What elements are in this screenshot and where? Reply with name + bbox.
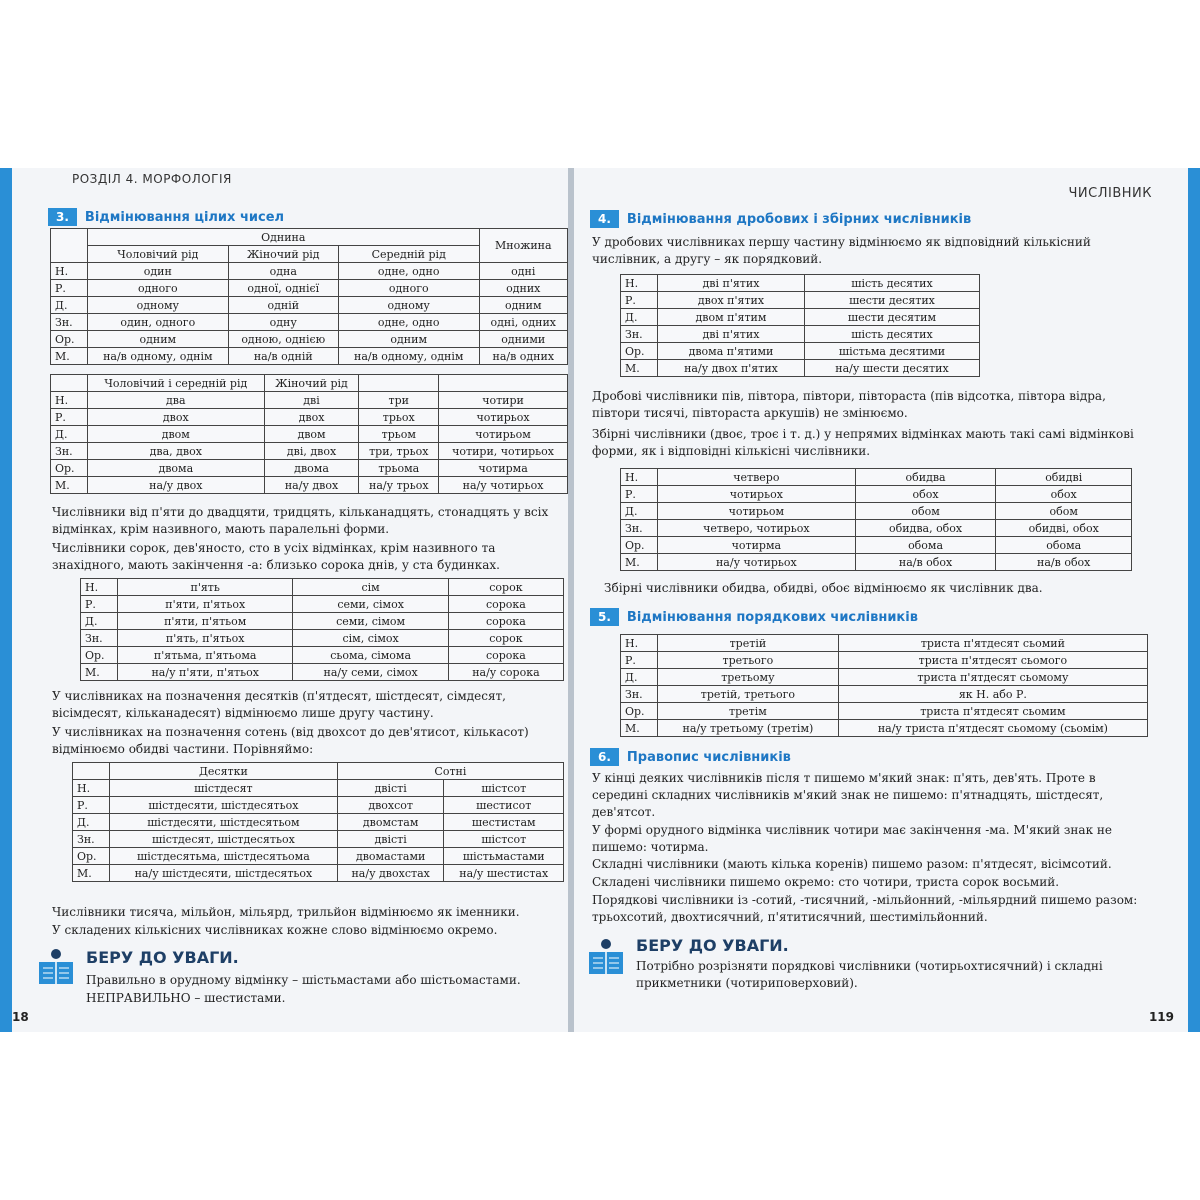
table-cell: триста п'ятдесят сьомим [838,703,1147,720]
table-row [621,652,1148,669]
table-header: Жіночий рід [228,246,338,263]
table-five-seven-forty [80,578,564,681]
case-label: Н. [621,635,658,652]
table-two-four-declension [50,374,568,494]
table-cell: п'ять [118,579,293,596]
table-cell: обидва [855,469,996,486]
table-row [621,469,1132,486]
case-label: М. [621,720,658,737]
table-row [621,669,1148,686]
left-page [12,168,568,1032]
table-row [621,686,1148,703]
table-cell: одного [88,280,229,297]
table-row [621,343,980,360]
table-cell: обома [996,537,1132,554]
case-label: Н. [81,579,118,596]
table-cell: на/у шести десятих [804,360,979,377]
table-cell: двом п'ятим [658,309,805,326]
case-label: Зн. [621,520,658,537]
table-fractions [620,274,980,377]
table-header: Сотні [337,763,563,780]
table-cell: дві п'ятих [658,326,805,343]
table-cell: обох [855,486,996,503]
table-row [621,292,980,309]
table-cell: обох [996,486,1132,503]
table-cell: семи, сімом [293,613,448,630]
paragraph: Порядкові числівники із -сотий, -тисячний, -мільйонний, -мільярдний пишемо разом: трьохсотий, двохтисячний, п'ятитисячний, шестимільйонний. [592,893,1138,924]
case-label: Д. [621,309,658,326]
table-cell: обом [855,503,996,520]
table-cell: одним [479,297,567,314]
note-text: Правильно в орудному відмінку – шістьмастами або шістьомастами. [86,973,521,987]
table-row [73,814,564,831]
table-cell: чотирьох [658,486,856,503]
page-number: 18 [12,1010,29,1024]
paragraph: У формі орудного відмінка числівник чотири має закінчення -ма. М'який знак не пишемо: чотирма. [592,823,1112,854]
table-cell: шість десятих [804,326,979,343]
table-cell: п'яти, п'ятьом [118,613,293,630]
case-label: М. [621,554,658,571]
case-label: М. [81,664,118,681]
table-row [621,486,1132,503]
table-cell: одною, однією [228,331,338,348]
table-row [621,520,1132,537]
table-cell: обидва, обох [855,520,996,537]
table-row [73,780,564,797]
table-cell: чотирьом [439,426,568,443]
table-cell: двохсот [337,797,444,814]
table-cell: трьох [359,409,439,426]
section-5-heading [590,608,918,626]
table-cell: п'яти, п'ятьох [118,596,293,613]
table-cell: на/у третьому (третім) [658,720,839,737]
table-cell: сорока [448,596,563,613]
table-cell: чотири, чотирьох [439,443,568,460]
table-cell: шістсот [444,831,564,848]
table-row [51,297,568,314]
table-cell: шістсот [444,780,564,797]
paragraph: Числівники сорок, дев'яносто, сто в усіх відмінках, крім називного та знахідного, мають закінчення -а: близько сорока днів, у ста будинках. [52,541,500,572]
table-cell: один, одного [88,314,229,331]
table-row [51,392,568,409]
table-cell: одна [228,263,338,280]
table-cell: на/в одному, однім [88,348,229,365]
table-cell: одні [479,263,567,280]
table-cell: третій [658,635,839,652]
table-row [73,848,564,865]
table-cell: на/у двох [88,477,265,494]
table-row [81,630,564,647]
table-cell: шістдесятьма, шістдесятьома [110,848,338,865]
section-3-heading [48,208,284,226]
table-cell: двох [88,409,265,426]
table-cell: шістдесят [110,780,338,797]
table-cell: трьом [359,426,439,443]
table-cell: четверо, чотирьох [658,520,856,537]
table-cell: сьома, сімома [293,647,448,664]
table-ordinals [620,634,1148,737]
table-cell: одним [88,331,229,348]
table-row [621,360,980,377]
case-label: Д. [51,426,88,443]
case-label: Д. [73,814,110,831]
table-cell: сорок [448,579,563,596]
table-cell: триста п'ятдесят сьомий [838,635,1147,652]
case-label: Ор. [73,848,110,865]
table-cell: три, трьох [359,443,439,460]
table-cell: шістдесяти, шістдесятьох [110,797,338,814]
case-label: М. [51,477,88,494]
table-cell: на/у сорока [448,664,563,681]
table-cell: шести десятих [804,292,979,309]
table-row [81,647,564,664]
paragraph: У складених кількісних числівниках кожне слово відмінюємо окремо. [52,923,498,937]
table-cell: на/у чотирьох [658,554,856,571]
paragraph: У числівниках на позначення сотень (від двохсот до дев'ятисот, кількасот) відмінюємо обидві частини. Порівняймо: [52,725,529,756]
table-row [621,326,980,343]
case-label: Зн. [73,831,110,848]
table-row [51,263,568,280]
table-cell: шістдесяти, шістдесятьом [110,814,338,831]
table-row [621,635,1148,652]
table-cell: триста п'ятдесят сьомого [838,652,1147,669]
note-text: Потрібно розрізняти порядкові числівники (чотирьохтисячний) і складні прикметники (чотириповерховий). [636,959,1103,990]
table-cell: одні, одних [479,314,567,331]
case-label: Р. [621,292,658,309]
table-row [81,596,564,613]
table-row [51,443,568,460]
table-collective [620,468,1132,571]
table-cell: одних [479,280,567,297]
table-row [73,831,564,848]
table-header: Множина [479,229,567,263]
table-cell: одними [479,331,567,348]
table-row [621,703,1148,720]
table-cell: на/у семи, сімох [293,664,448,681]
table-cell: одне, одно [338,314,479,331]
case-label: Н. [51,392,88,409]
table-cell: двом [264,426,359,443]
table-cell: обидві [996,469,1132,486]
table-cell: двома [88,460,265,477]
section-title: Відмінювання цілих чисел [84,209,285,225]
table-cell: двох п'ятих [658,292,805,309]
section-title: Відмінювання порядкових числівників [626,609,918,625]
table-row [51,348,568,365]
table-row [51,460,568,477]
table-header: Чоловічий рід [88,246,229,263]
table-cell: двісті [337,831,444,848]
table-row [621,554,1132,571]
table-cell: одну [228,314,338,331]
case-label: Н. [73,780,110,797]
table-cell: шість десятих [804,275,979,292]
table-cell: шестисот [444,797,564,814]
table-cell: чотирма [658,537,856,554]
section-title: Відмінювання дробових і збірних числівників [626,211,972,227]
table-header: Однина [88,229,480,246]
case-label: Р. [81,596,118,613]
table-cell: на/у п'яти, п'ятьох [118,664,293,681]
paragraph: Збірні числівники (двоє, троє і т. д.) у непрямих відмінках мають такі самі відмінкові форми, як і відповідні кількісні числівники. [592,427,1134,458]
table-tens-hundreds [72,762,564,882]
table-row [81,613,564,630]
table-row [621,720,1148,737]
case-label: М. [73,865,110,882]
case-label: Зн. [621,686,658,703]
table-cell: двомстам [337,814,444,831]
book-bulb-icon [586,936,626,976]
right-page [574,168,1188,1032]
case-label: Р. [51,409,88,426]
case-label: Ор. [621,703,658,720]
table-cell: чотирьох [439,409,568,426]
table-cell: на/у шестистах [444,865,564,882]
table-cell: на/у двох [264,477,359,494]
table-row [81,579,564,596]
table-cell: двома п'ятими [658,343,805,360]
table-cell: третім [658,703,839,720]
table-cell: два [88,392,265,409]
table-row [621,275,980,292]
case-label: Н. [621,469,658,486]
table-cell: сорока [448,647,563,664]
table-cell: на/у чотирьох [439,477,568,494]
table-cell: одному [338,297,479,314]
table-row [621,309,980,326]
section-title: Правопис числівників [626,749,791,765]
case-label: Р. [73,797,110,814]
table-header: Чоловічий і середній рід [88,375,265,392]
left-edge-stripe [0,168,12,1032]
table-cell: чотирма [439,460,568,477]
note-title: БЕРУ ДО УВАГИ. [86,948,239,967]
table-header: Жіночий рід [264,375,359,392]
section-number: 5. [590,608,619,626]
left-running-header: РОЗДІЛ 4. МОРФОЛОГІЯ [72,172,232,186]
table-cell: шістдесят, шістдесятьох [110,831,338,848]
case-label: Р. [51,280,88,297]
note-text: НЕПРАВИЛЬНО – шестистами. [86,991,286,1005]
table-header: Десятки [110,763,338,780]
table-cell: сім, сімох [293,630,448,647]
table-cell: шістьма десятими [804,343,979,360]
table-cell: шістьмастами [444,848,564,865]
section-number: 6. [590,748,619,766]
paragraph: У числівниках на позначення десятків (п'ятдесят, шістдесят, сімдесят, вісімдесят, кільканадесят) відмінюємо лише другу частину. [52,689,506,720]
table-cell: одній [228,297,338,314]
case-label: Д. [51,297,88,314]
table-row [51,280,568,297]
table-one-declension [50,228,568,365]
case-label: Р. [621,486,658,503]
table-cell: двісті [337,780,444,797]
table-cell: двомастами [337,848,444,865]
table-cell: одної, однієї [228,280,338,297]
table-cell: третього [658,652,839,669]
table-cell: на/в одному, однім [338,348,479,365]
table-cell: дві п'ятих [658,275,805,292]
table-cell: п'ять, п'ятьох [118,630,293,647]
table-cell: обидві, обох [996,520,1132,537]
paragraph: У дробових числівниках першу частину відмінюємо як відповідний кількісний числівник, а другу – як порядковий. [592,235,1091,266]
case-label: Н. [621,275,658,292]
case-label: Зн. [81,630,118,647]
table-cell: на/у триста п'ятдесят сьомому (сьомім) [838,720,1147,737]
right-running-header: ЧИСЛІВНИК [1068,186,1152,201]
table-header: Середній рід [338,246,479,263]
table-cell: сім [293,579,448,596]
section-number: 3. [48,208,77,226]
table-row [51,409,568,426]
table-row [51,477,568,494]
table-row [51,314,568,331]
table-cell: як Н. або Р. [838,686,1147,703]
table-row [73,797,564,814]
table-cell: двом [88,426,265,443]
paragraph: Складні числівники (мають кілька коренів) пишемо разом: п'ятдесят, вісімсотий. [592,857,1112,871]
paragraph: Числівники тисяча, мільйон, мільярд, трильйон відмінюємо як іменники. [52,905,520,919]
table-cell: дві [264,392,359,409]
paragraph: Дробові числівники пів, півтора, півтори, півтораста (пів відсотка, півтора відра, півтори тисячі, півтораста аркушів) не змінюємо. [592,389,1106,420]
paragraph: Збірні числівники обидва, обидві, обоє відмінюємо як числівник два. [604,581,1043,595]
table-cell: одного [338,280,479,297]
table-cell: один [88,263,229,280]
table-row [81,664,564,681]
case-label: Р. [621,652,658,669]
table-cell: на/в одній [228,348,338,365]
table-cell: на/в обох [855,554,996,571]
case-label: М. [51,348,88,365]
table-cell: чотирьом [658,503,856,520]
table-cell: двох [264,409,359,426]
case-label: Зн. [621,326,658,343]
table-row [621,537,1132,554]
section-6-heading [590,748,791,766]
paragraph: Числівники від п'яти до двадцяти, тридцять, кільканадцять, стонадцять у всіх відмінках, крім називного, мають паралельні форми. [52,505,549,536]
case-label: Д. [81,613,118,630]
table-cell: на/у двохстах [337,865,444,882]
table-cell: на/у шістдесяти, шістдесятьох [110,865,338,882]
section-4-heading [590,210,971,228]
table-cell: семи, сімох [293,596,448,613]
table-cell: обома [855,537,996,554]
table-cell: на/в одних [479,348,567,365]
case-label: Д. [621,503,658,520]
table-row [73,865,564,882]
paragraph: Складені числівники пишемо окремо: сто чотири, триста сорок восьмий. [592,875,1060,889]
table-cell: двома [264,460,359,477]
table-cell: трьома [359,460,439,477]
note-title: БЕРУ ДО УВАГИ. [636,936,789,955]
table-cell: три [359,392,439,409]
case-label: Н. [51,263,88,280]
case-label: Зн. [51,314,88,331]
table-cell: шести десятим [804,309,979,326]
table-cell: одному [88,297,229,314]
table-cell: сорок [448,630,563,647]
table-cell: дві, двох [264,443,359,460]
table-cell: чотири [439,392,568,409]
paragraph: У кінці деяких числівників після т пишемо м'який знак: п'ять, дев'ять. Проте в середині складних числівників м'який знак не пишемо: п'ятнадцять, шістдесят, дев'ятсот. [592,771,1104,819]
table-cell: шестистам [444,814,564,831]
case-label: Зн. [51,443,88,460]
table-cell: на/у двох п'ятих [658,360,805,377]
book-bulb-icon [36,946,76,986]
table-cell: п'ятьма, п'ятьома [118,647,293,664]
table-row [51,331,568,348]
case-label: Ор. [51,331,88,348]
case-label: Ор. [621,537,658,554]
page-number: 119 [1148,1010,1174,1024]
case-label: Ор. [51,460,88,477]
table-cell: третій, третього [658,686,839,703]
table-cell: одне, одно [338,263,479,280]
table-cell: на/у трьох [359,477,439,494]
right-edge-stripe [1188,168,1200,1032]
table-cell: два, двох [88,443,265,460]
table-cell: сорока [448,613,563,630]
section-number: 4. [590,210,619,228]
table-cell: одним [338,331,479,348]
table-cell: третьому [658,669,839,686]
case-label: Ор. [81,647,118,664]
case-label: М. [621,360,658,377]
table-cell: обом [996,503,1132,520]
table-cell: триста п'ятдесят сьомому [838,669,1147,686]
table-row [51,426,568,443]
table-row [621,503,1132,520]
table-cell: на/в обох [996,554,1132,571]
table-cell: четверо [658,469,856,486]
case-label: Ор. [621,343,658,360]
case-label: Д. [621,669,658,686]
